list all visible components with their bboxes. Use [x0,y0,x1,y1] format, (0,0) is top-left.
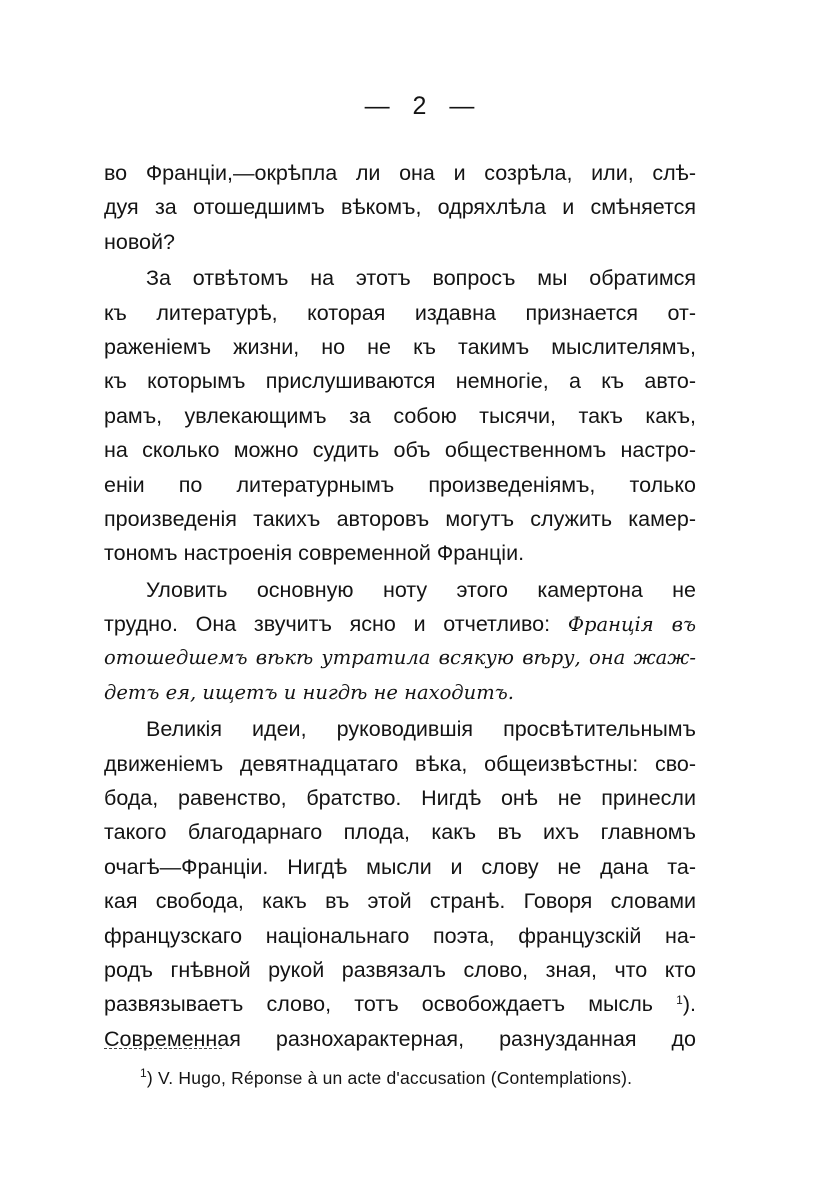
footnote-reference [676,992,696,1016]
text-line: на сколько можно судить объ общественномъ настро- [104,438,696,463]
text-line: За отвѣтомъ на этотъ вопросъ мы обратимся [146,266,696,291]
text-line: къ литературѣ, которая издавна признается от- [104,300,696,325]
text-line: рамъ, увлекающимъ за собою тысячи, такъ какъ, [104,403,696,428]
text-line: Современная разнохарактерная, разнузданная до [104,1026,696,1051]
text-line: бода, равенство, братство. Нигдѣ онѣ не принесли [104,786,696,811]
text-line: кая свобода, какъ въ этой странѣ. Говоря словами [104,889,696,914]
footnote-divider [104,1048,222,1049]
text-line: движеніемъ девятнадцатаго вѣка, общеизвѣстны: сво- [104,751,696,776]
paragraph-1 [104,156,696,259]
text-line: такого благодарнаго плода, какъ въ ихъ главномъ [104,820,696,845]
paragraph-3 [104,573,696,711]
body-text [104,156,696,1056]
text-line-mixed [104,607,696,641]
page-number: — 2 — [364,92,476,120]
footnote-text: ) V. Hugo, Réponse à un acte d'accusation (Contemplations). [146,1068,633,1088]
text-line: во Франціи,—окрѣпла ли она и созрѣла, или, слѣ- [104,161,696,185]
text-line-with-note [104,987,696,1021]
text-line: къ которымъ прислушиваются немногіе, а къ авто- [104,369,696,394]
footnote-ref-number: 1 [676,993,683,1008]
text-line: тономъ настроенія современной Франціи. [104,541,525,566]
paragraph-4 [104,712,696,1056]
text-segment: трудно. Она звучитъ ясно и отчетливо: [104,612,551,637]
footnote-ref-tail: ). [682,992,696,1017]
footnote-number: 1 [140,1066,147,1080]
text-line: дуя за отошедшимъ вѣкомъ, одряхлѣла и смѣняется [104,195,696,220]
text-line: Уловить основную ноту этого камертона не [146,577,696,602]
text-line: очагѣ—Франціи. Нигдѣ мысли и слову не дана та- [104,854,696,879]
text-line: французскаго національнаго поэта, французскій на- [104,923,696,948]
text-line: Великія идеи, руководившія просвѣтительнымъ [146,717,696,742]
paragraph-2 [104,261,696,571]
text-line: произведенія такихъ авторовъ могутъ служить камер- [104,506,696,531]
text-line: раженіемъ жизни, но не къ такимъ мыслителямъ, [104,334,696,359]
text-segment: развязываетъ слово, тотъ освобождаетъ мысль [104,992,653,1017]
footnote [140,1068,632,1089]
emphasis-line: отошедшемъ вѣкѣ утратила всякую вѣру, она жаж- [104,646,696,670]
emphasis-line: детъ ея, ищетъ и нигдѣ не находитъ. [104,680,514,704]
emphasis-text: Франція въ [567,613,696,637]
text-line: новой? [104,229,175,254]
text-line: родъ гнѣвной рукой развязалъ слово, зная, что кто [104,957,696,982]
text-line: еніи по литературнымъ произведеніямъ, только [104,472,696,497]
